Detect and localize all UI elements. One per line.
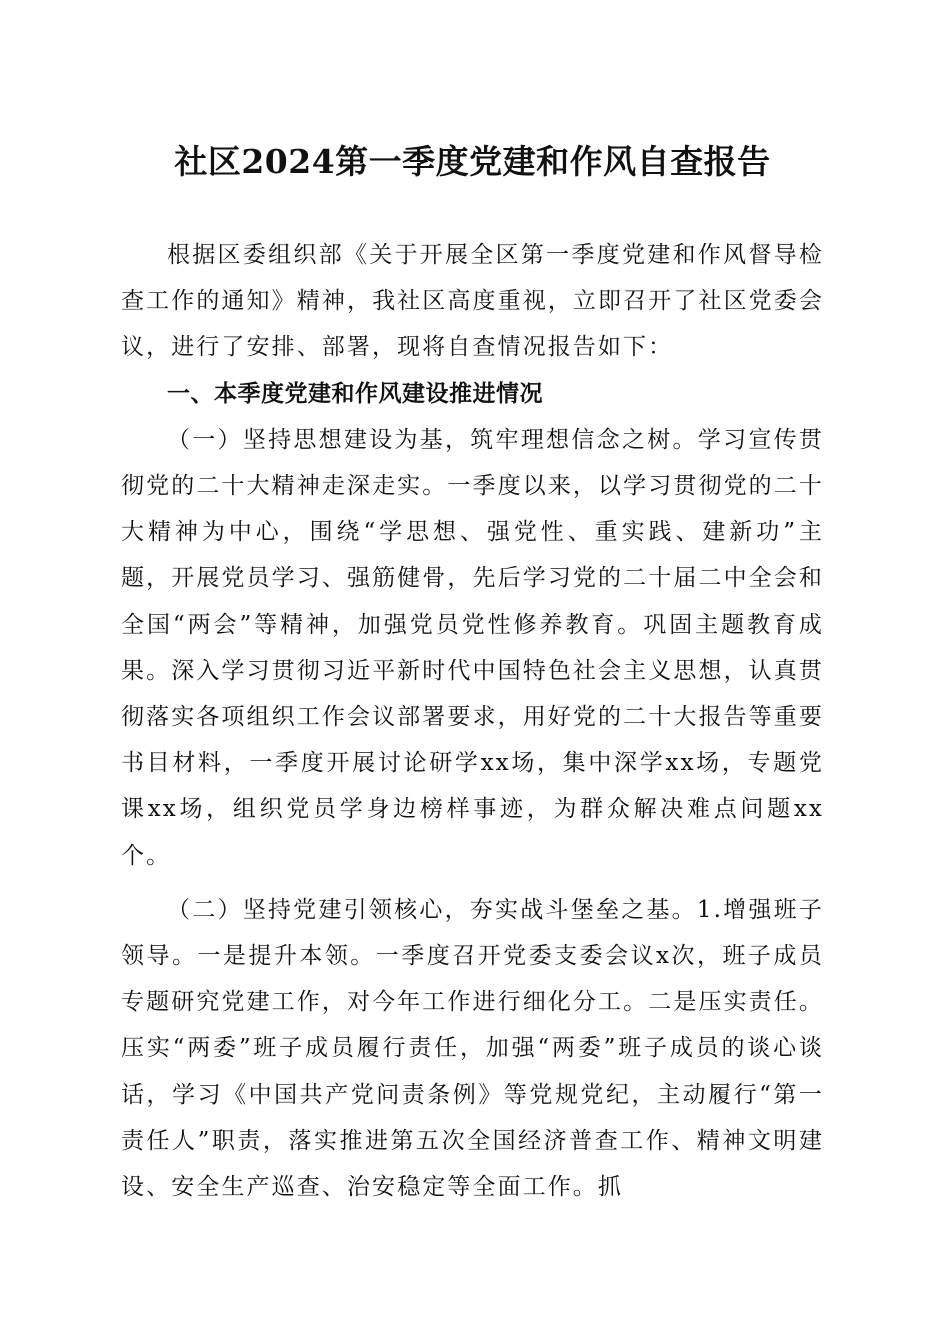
document-body [121,232,824,1210]
paragraph-gap [121,879,824,887]
section-heading-1: 一、本季度党建和作风建设推进情况 [167,380,543,407]
intro-paragraph: 根据区委组织部《关于开展全区第一季度党建和作风督导检查工作的通知》精神，我社区高度重视，立即召开了社区党委会议，进行了安排、部署，现将自查情况报告如下： [121,242,824,361]
document-title: 社区2024第一季度党建和作风自查报告 [174,142,771,181]
paragraph-1: （一）坚持思想建设为基，筑牢理想信念之树。学习宣传贯彻党的二十大精神走深走实。一季度以来，以学习贯彻党的二十大精神为中心，围绕“学思想、强党性、重实践、建新功”主题，开展党员学习、强筋健骨，先后学习党的二十届二中全会和全国“两会”等精神，加强党员党性修养教育。巩固主题教育成果。深入学习贯彻习近平新时代中国特色社会主义思想，认真贯彻落实各项组织工作会议部署要求，用好党的二十大报告等重要书目材料，一季度开展讨论研学xx场，集中深学xx场，专题党课xx场，组织党员学身边榜样事迹，为群众解决难点问题xx个。 [121,426,824,869]
paragraph-2: （二）坚持党建引领核心，夯实战斗堡垒之基。1.增强班子领导。一是提升本领。一季度召开党委支委会议x次，班子成员专题研究党建工作，对今年工作进行细化分工。二是压实责任。压实“两委”班子成员履行责任，加强“两委”班子成员的谈心谈话，学习《中国共产党问责条例》等党规党纪，主动履行“第一责任人”职责，落实推进第五次全国经济普查工作、精神文明建设、安全生产巡查、治安稳定等全面工作。抓 [121,896,824,1201]
